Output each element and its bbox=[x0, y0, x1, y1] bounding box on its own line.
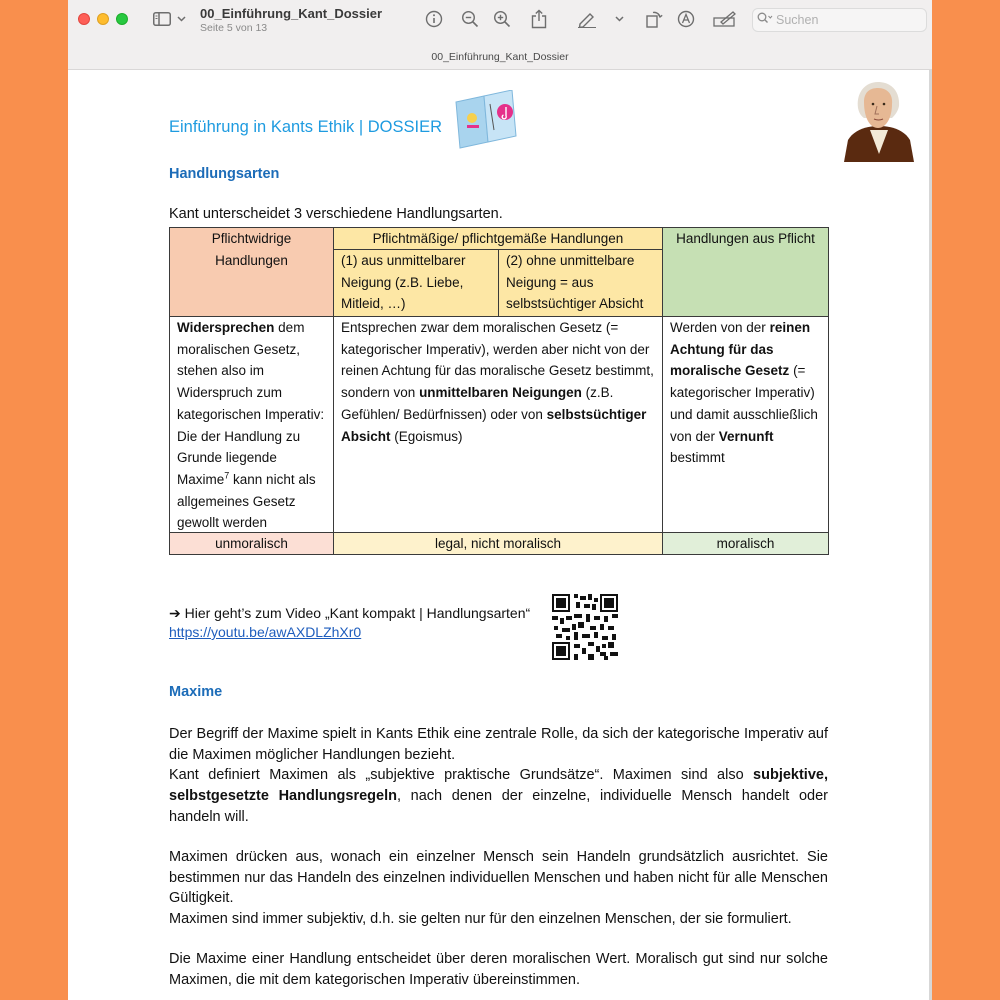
chevron-down-icon[interactable] bbox=[612, 7, 626, 31]
minimize-window-button[interactable] bbox=[97, 13, 109, 25]
share-icon[interactable] bbox=[529, 7, 549, 31]
kant-portrait bbox=[844, 78, 914, 162]
section-heading-maxime: Maxime bbox=[169, 684, 223, 700]
cell-moralisch: moralisch bbox=[662, 532, 829, 555]
preview-window bbox=[68, 0, 932, 1000]
rotate-icon[interactable] bbox=[644, 7, 664, 31]
header-aus-pflicht: Handlungen aus Pflicht bbox=[662, 227, 829, 317]
document-title: 00_Einführung_Kant_Dossier bbox=[200, 6, 383, 21]
header-sub-absicht: (2) ohne unmittelbare Neigung = aus selbstsüchtiger Absicht bbox=[498, 249, 663, 317]
book-logo-icon bbox=[450, 90, 520, 150]
cell-unmoralisch: unmoralisch bbox=[169, 532, 334, 555]
document-page bbox=[68, 70, 928, 1000]
scrollbar[interactable] bbox=[929, 70, 932, 1000]
video-link[interactable]: https://youtu.be/awAXDLZhXr0 bbox=[169, 624, 362, 640]
maxime-paragraph-2: Maximen drücken aus, wonach ein einzelner Mensch sein Handeln grundsätzlich ausrichtet. Sie bestimmen nur das Handeln des einzelnen individuellen Menschen und haben nicht für alle Menschen Gültigkeit. Maximen sind immer subjektiv, d.h. sie gelten nur für den einzelnen Menschen, der sie formuliert. bbox=[169, 849, 828, 928]
zoom-in-icon[interactable] bbox=[492, 7, 512, 31]
cell-pflichtmaessig-desc: Entsprechen zwar dem moralischen Gesetz (= kategorischer Imperativ), werden aber nicht von der reinen Achtung für das moralische Gesetz bestimmt, sondern von unmittelbaren Neigungen (z.B. Gefühlen/ Bedürfnissen) oder von selbstsüchtiger Absicht (Egoismus) bbox=[333, 316, 663, 533]
cell-legal: legal, nicht moralisch bbox=[333, 532, 663, 555]
handlungsarten-intro: Kant unterscheidet 3 verschiedene Handlungsarten. bbox=[169, 206, 503, 222]
sidebar-icon[interactable] bbox=[152, 7, 172, 31]
zoom-out-icon[interactable] bbox=[460, 7, 480, 31]
title-bar bbox=[68, 0, 932, 70]
info-icon[interactable] bbox=[424, 7, 444, 31]
cell-aus-pflicht-desc: Werden von der reinen Achtung für das moralische Gesetz (= kategorischer Imperativ) und damit ausschließlich von der Vernunft bestimmt bbox=[662, 316, 829, 533]
maxime-paragraph-1: Der Begriff der Maxime spielt in Kants Ethik eine zentrale Rolle, da sich der kategorische Imperativ auf die Maximen möglicher Handlungen bezieht. Kant definiert Maximen als „subjektive praktische Grundsätze“. Maximen sind also subjektive, selbstgesetzte Handlungsregeln, nach denen der einzelne, individuelle Mensch handelt oder handeln will. bbox=[169, 726, 828, 825]
chevron-down-icon[interactable] bbox=[174, 7, 188, 31]
header-sub-neigung: (1) aus unmittelbarer Neigung (z.B. Liebe, Mitleid, …) bbox=[333, 249, 499, 317]
header-pflichtwidrig: Pflichtwidrige Handlungen bbox=[169, 227, 334, 317]
search-input[interactable] bbox=[752, 8, 927, 32]
search-icon bbox=[757, 11, 773, 29]
annotate-icon[interactable] bbox=[676, 7, 696, 31]
search-placeholder: Suchen bbox=[776, 13, 819, 27]
close-window-button[interactable] bbox=[78, 13, 90, 25]
dossier-title: Einführung in Kants Ethik | DOSSIER bbox=[169, 118, 442, 136]
markup-pen-icon[interactable] bbox=[576, 7, 598, 31]
section-heading-handlungsarten: Handlungsarten bbox=[169, 166, 280, 182]
cell-pflichtwidrig-desc: Widersprechen dem moralischen Gesetz, stehen also im Widerspruch zum kategorischen Imperativ: Die der Handlung zu Grunde liegende Maxime$^7$ kann nicht als allgemeines Gesetz gewollt werden bbox=[169, 316, 334, 533]
maxime-paragraph-3: Die Maxime einer Handlung entscheidet über deren moralischen Wert. Moralisch gut sind nur solche Maximen, die mit dem kategorischen Imperativ übereinstimmen. bbox=[169, 951, 828, 988]
header-pflichtmaessig: Pflichtmäßige/ pflichtgemäße Handlungen bbox=[333, 227, 663, 250]
zoom-window-button[interactable] bbox=[116, 13, 128, 25]
video-hint: ➔ Hier geht’s zum Video „Kant kompakt | Handlungsarten“ bbox=[169, 605, 531, 621]
tab-title: 00_Einführung_Kant_Dossier bbox=[431, 51, 569, 63]
qr-code[interactable] bbox=[552, 594, 618, 660]
handlungsarten-table bbox=[169, 227, 829, 555]
page-indicator: Seite 5 von 13 bbox=[200, 22, 268, 34]
form-fill-icon[interactable] bbox=[712, 7, 738, 31]
